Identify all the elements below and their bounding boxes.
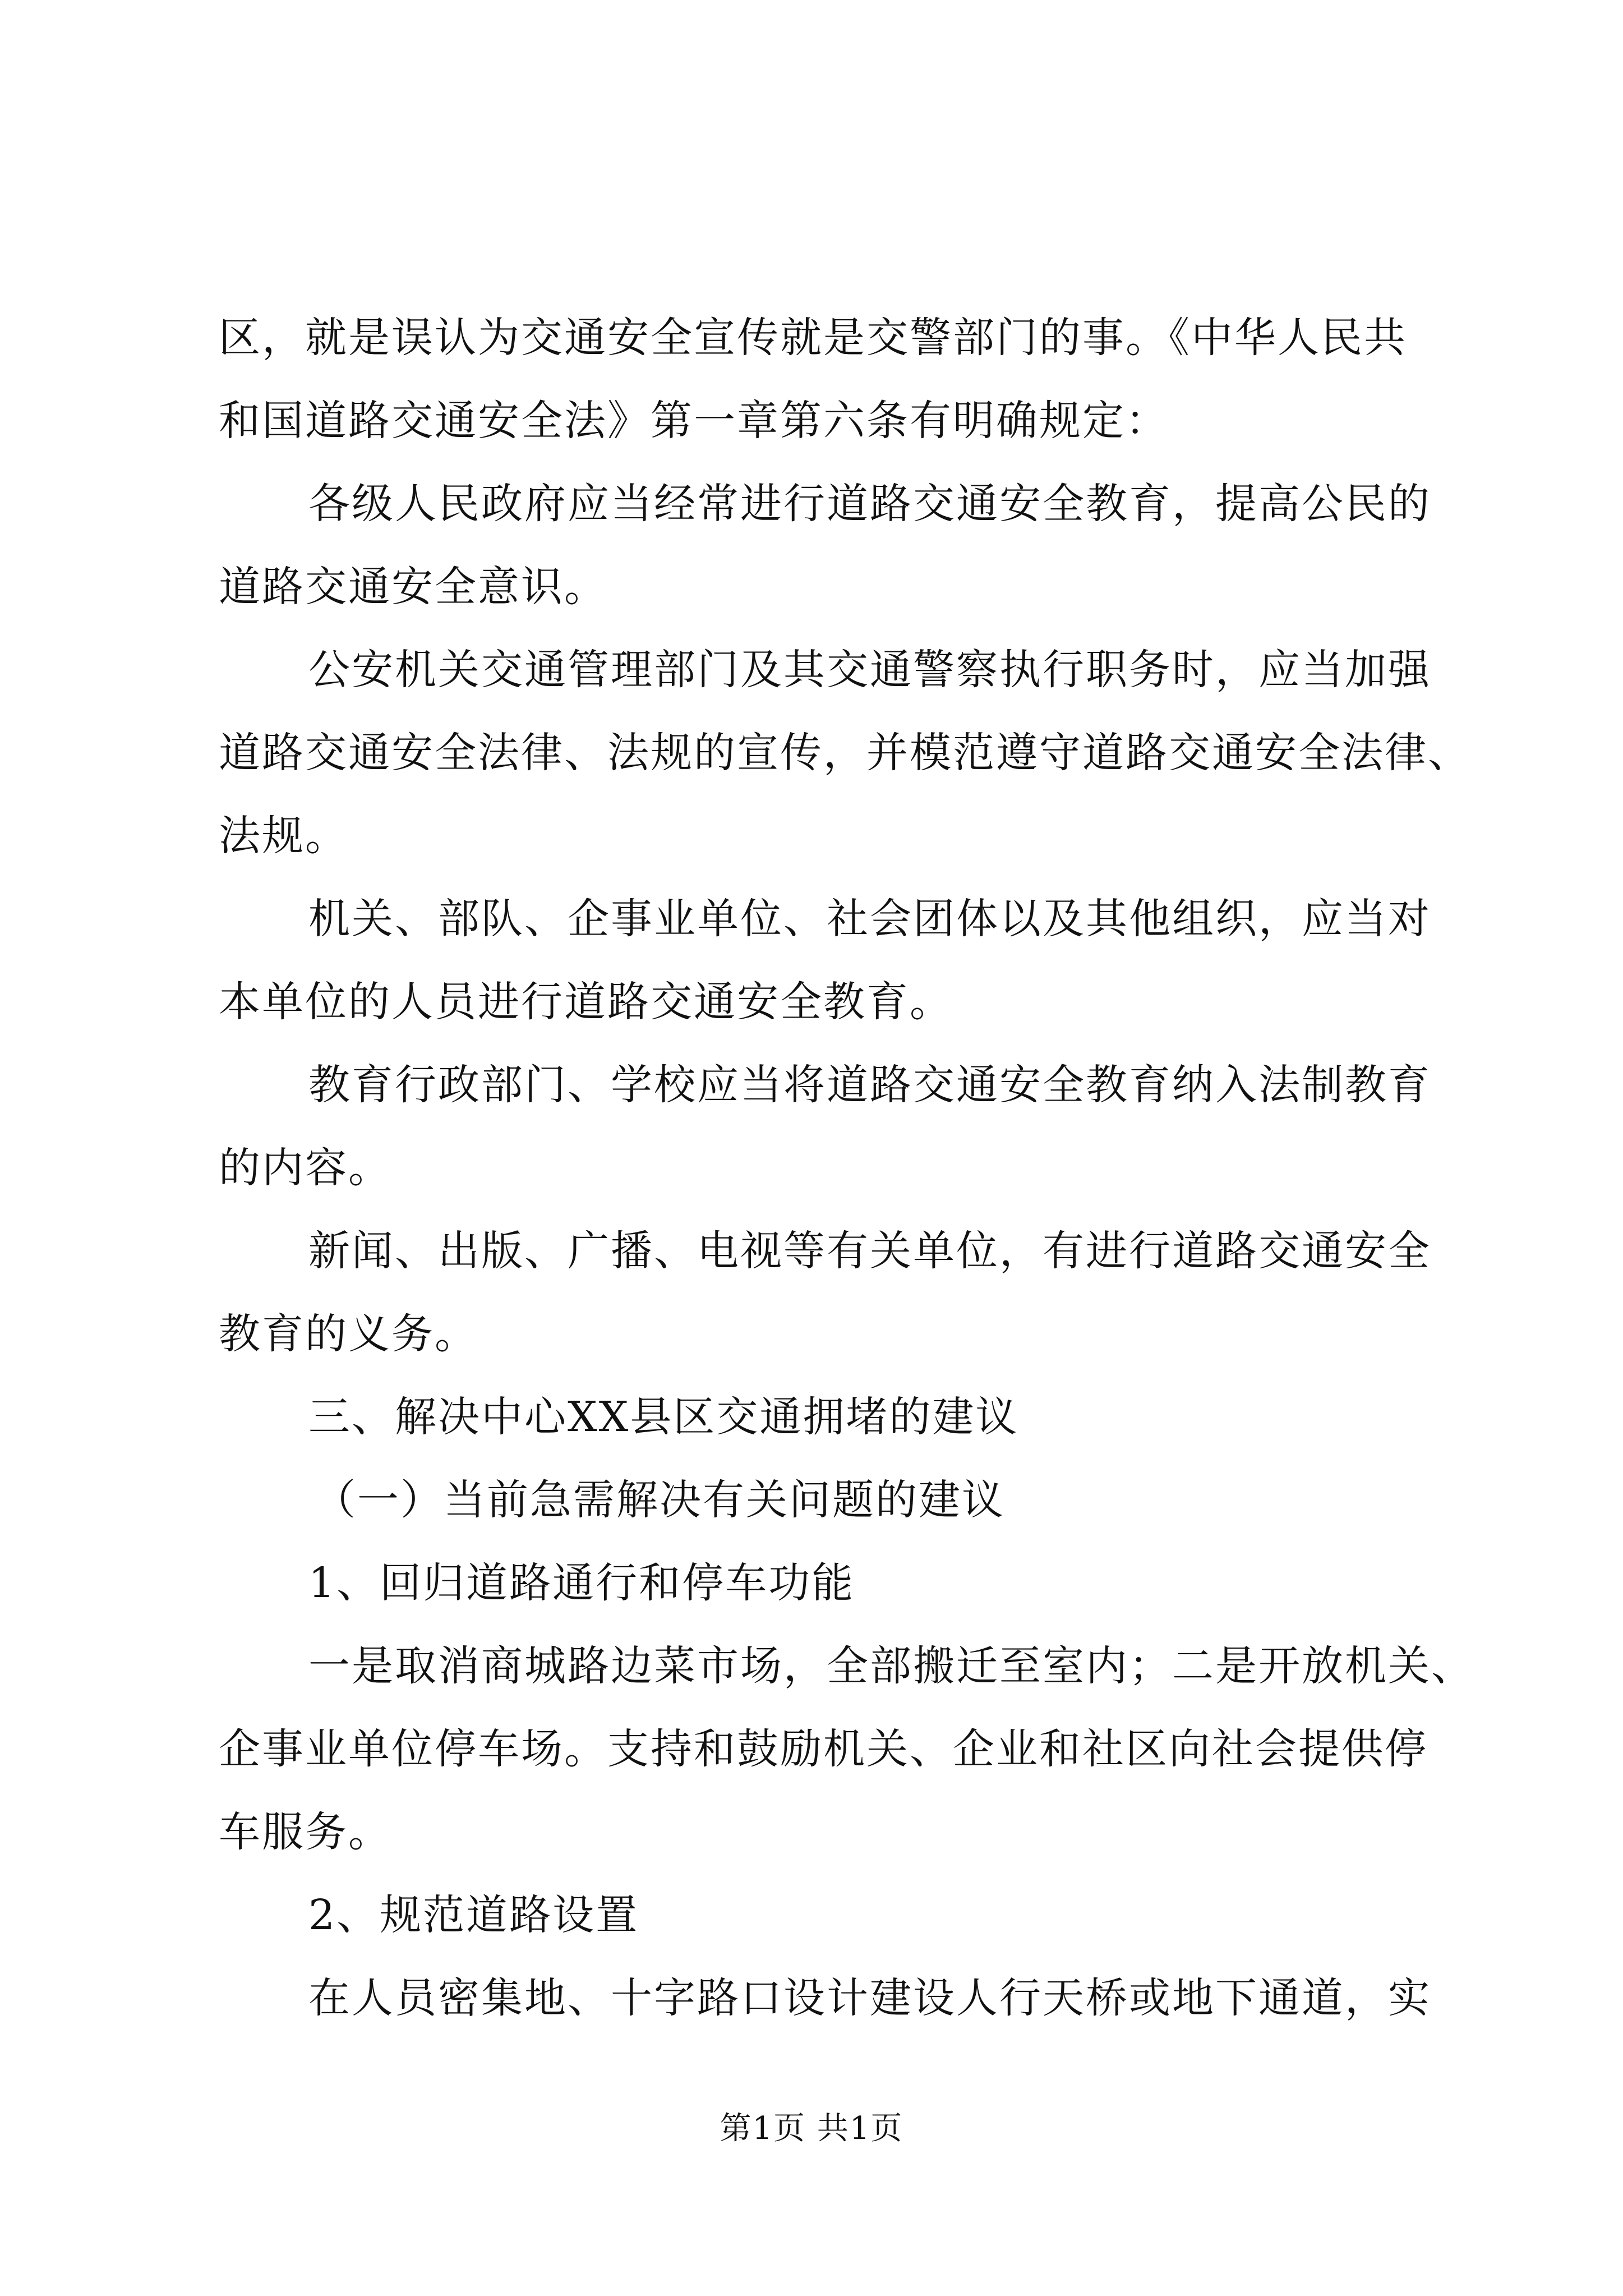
text-line: 各级人民政府应当经常进行道路交通安全教育，提高公民的 [308,480,1431,528]
text-line: 法规。 [219,812,348,860]
item-heading: 2、规范道路设置 [308,1891,639,1939]
text-line: 教育的义务。 [219,1310,478,1358]
text-line: 车服务。 [219,1808,391,1856]
text-line: 在人员密集地、十字路口设计建设人行天桥或地下通道，实 [308,1974,1431,2022]
document-body [219,296,1474,2040]
section-heading: 三、解决中心XX县区交通拥堵的建议 [308,1393,1019,1441]
text-line: 道路交通安全法律、法规的宣传，并模范遵守道路交通安全法律、 [219,729,1471,777]
text-line: 新闻、出版、广播、电视等有关单位，有进行道路交通安全 [308,1227,1431,1275]
text-line: 教育行政部门、学校应当将道路交通安全教育纳入法制教育 [308,1061,1431,1109]
text-line: 道路交通安全意识。 [219,563,607,611]
text-line: 公安机关交通管理部门及其交通警察执行职务时，应当加强 [308,646,1431,694]
text-line: 本单位的人员进行道路交通安全教育。 [219,978,953,1026]
text-line: 的内容。 [219,1144,391,1192]
text-line: 和国道路交通安全法》第一章第六条有明确规定： [219,397,1169,445]
subsection-heading: （一）当前急需解决有关问题的建议 [314,1476,1005,1524]
item-heading: 1、回归道路通行和停车功能 [308,1559,855,1607]
text-line: 机关、部队、企事业单位、社会团体以及其他组织，应当对 [308,895,1431,943]
text-line: 区，就是误认为交通安全宣传就是交警部门的事。《中华人民共 [219,314,1407,362]
text-line: 一是取消商城路边菜市场，全部搬迁至室内；二是开放机关、 [308,1642,1474,1690]
page-footer: 第1页 共1页 [720,2110,903,2147]
text-line: 企事业单位停车场。支持和鼓励机关、企业和社区向社会提供停 [219,1725,1428,1773]
